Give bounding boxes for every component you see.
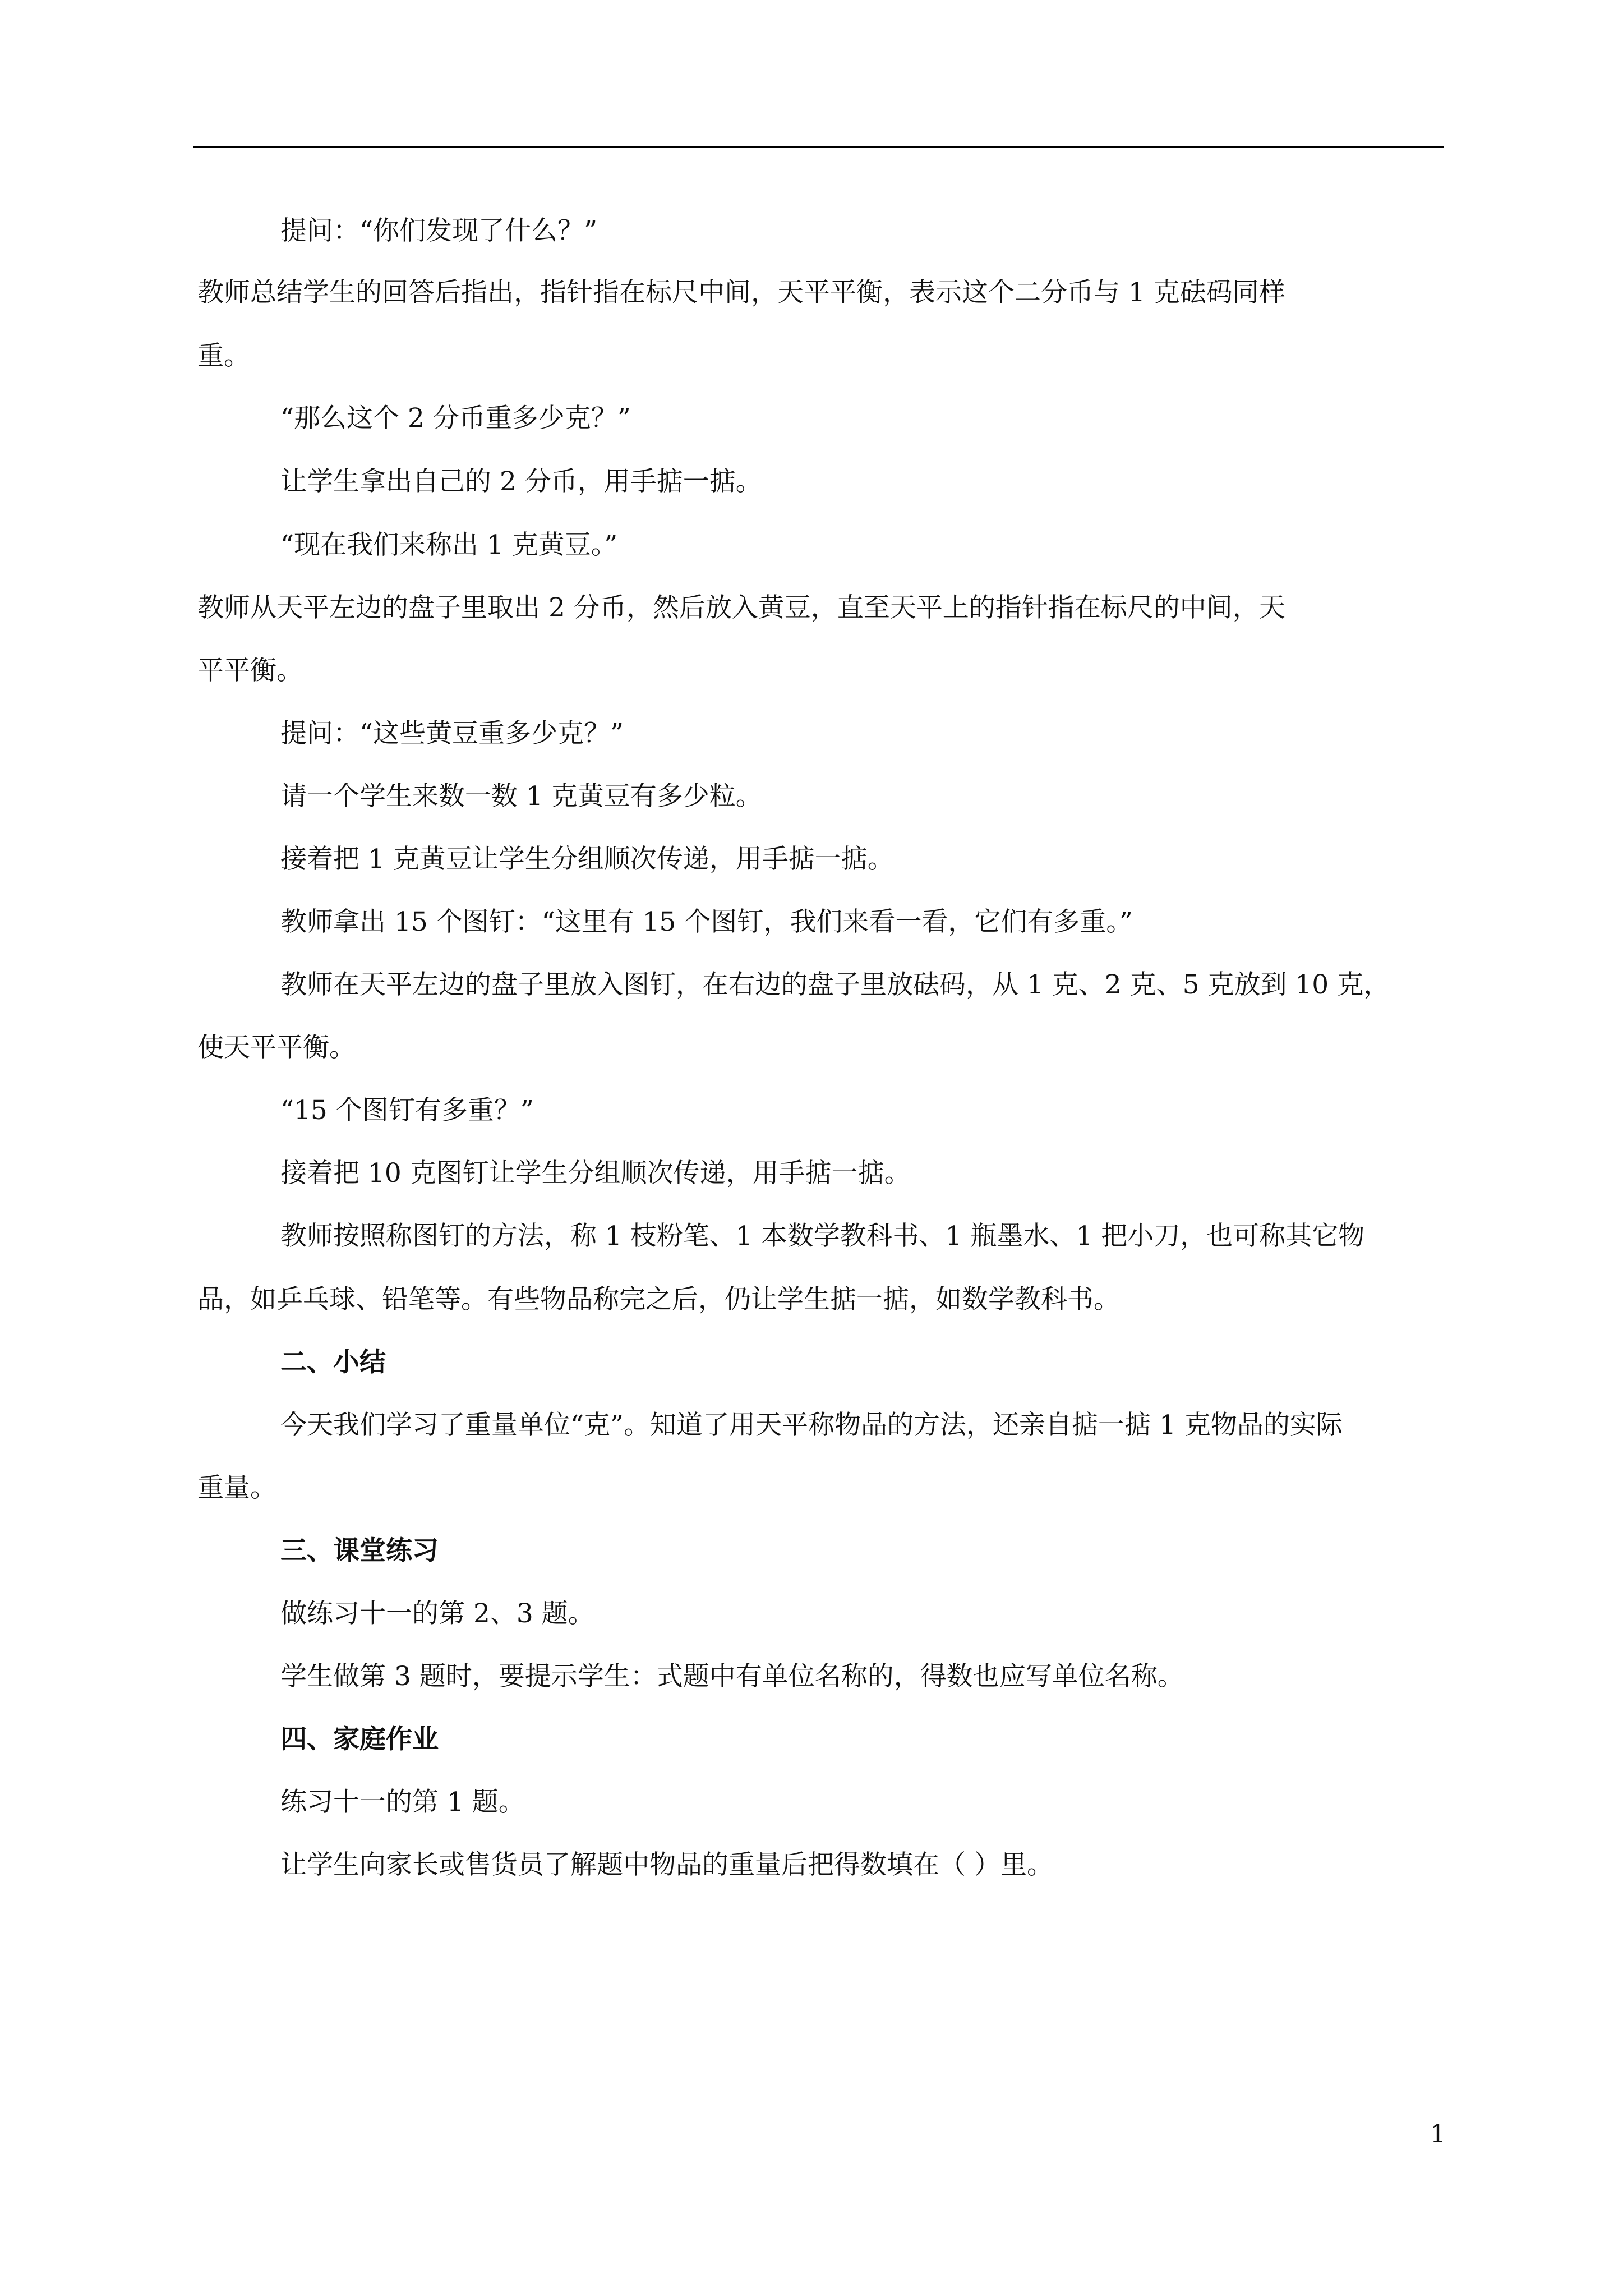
section-heading: 四、家庭作业 <box>280 1724 439 1755</box>
paragraph-line: 练习十一的第 1 题。 <box>280 1787 525 1818</box>
section-heading: 三、课堂练习 <box>280 1535 439 1566</box>
paragraph-line: 接着把 1 克黄豆让学生分组顺次传递，用手掂一掂。 <box>280 844 894 875</box>
paragraph-line: 重量。 <box>197 1473 276 1503</box>
paragraph-line: 教师拿出 15 个图钉：“这里有 15 个图钉，我们来看一看，它们有多重。” <box>280 907 1133 937</box>
paragraph-line: 学生做第 3 题时，要提示学生：式题中有单位名称的，得数也应写单位名称。 <box>280 1661 1184 1692</box>
header-rule <box>193 146 1444 148</box>
paragraph-line: 接着把 10 克图钉让学生分组顺次传递，用手掂一掂。 <box>280 1158 911 1189</box>
paragraph-line: 使天平平衡。 <box>197 1032 356 1063</box>
paragraph-line: 今天我们学习了重量单位“克”。知道了用天平称物品的方法，还亲自掂一掂 1 克物品的实际 <box>280 1410 1343 1441</box>
paragraph-line: 做练习十一的第 2、3 题。 <box>280 1598 594 1629</box>
paragraph-line: 平平衡。 <box>197 655 303 686</box>
paragraph-line: 请一个学生来数一数 1 克黄豆有多少粒。 <box>280 781 762 812</box>
paragraph-line: 教师从天平左边的盘子里取出 2 分币，然后放入黄豆，直至天平上的指针指在标尺的中间，天 <box>197 592 1285 623</box>
paragraph-line: 教师按照称图钉的方法，称 1 枝粉笔、1 本数学教科书、1 瓶墨水、1 把小刀，也可称其它物 <box>280 1221 1365 1251</box>
paragraph-line: “那么这个 2 分币重多少克？” <box>280 403 631 434</box>
section-heading: 二、小结 <box>280 1347 386 1378</box>
paragraph-line: 提问：“这些黄豆重多少克？” <box>280 718 624 749</box>
paragraph-line: 教师在天平左边的盘子里放入图钉，在右边的盘子里放砝码，从 1 克、2 克、5 克放到 10 克， <box>280 969 1390 1000</box>
paragraph-line: 重。 <box>197 341 250 371</box>
paragraph-line: 让学生向家长或售货员了解题中物品的重量后把得数填在（ ）里。 <box>280 1849 1053 1880</box>
paragraph-line: 教师总结学生的回答后指出，指针指在标尺中间，天平平衡，表示这个二分币与 1 克砝码同样 <box>197 277 1285 308</box>
paragraph-line: 提问：“你们发现了什么？” <box>280 215 598 246</box>
paragraph-line: “现在我们来称出 1 克黄豆。” <box>280 530 618 560</box>
paragraph-line: 品，如乒乓球、铅笔等。有些物品称完之后，仍让学生掂一掂，如数学教科书。 <box>197 1284 1120 1315</box>
page-number: 1 <box>1430 2120 1446 2148</box>
paragraph-line: “15 个图钉有多重？” <box>280 1095 534 1126</box>
paragraph-line: 让学生拿出自己的 2 分币，用手掂一掂。 <box>280 466 762 497</box>
